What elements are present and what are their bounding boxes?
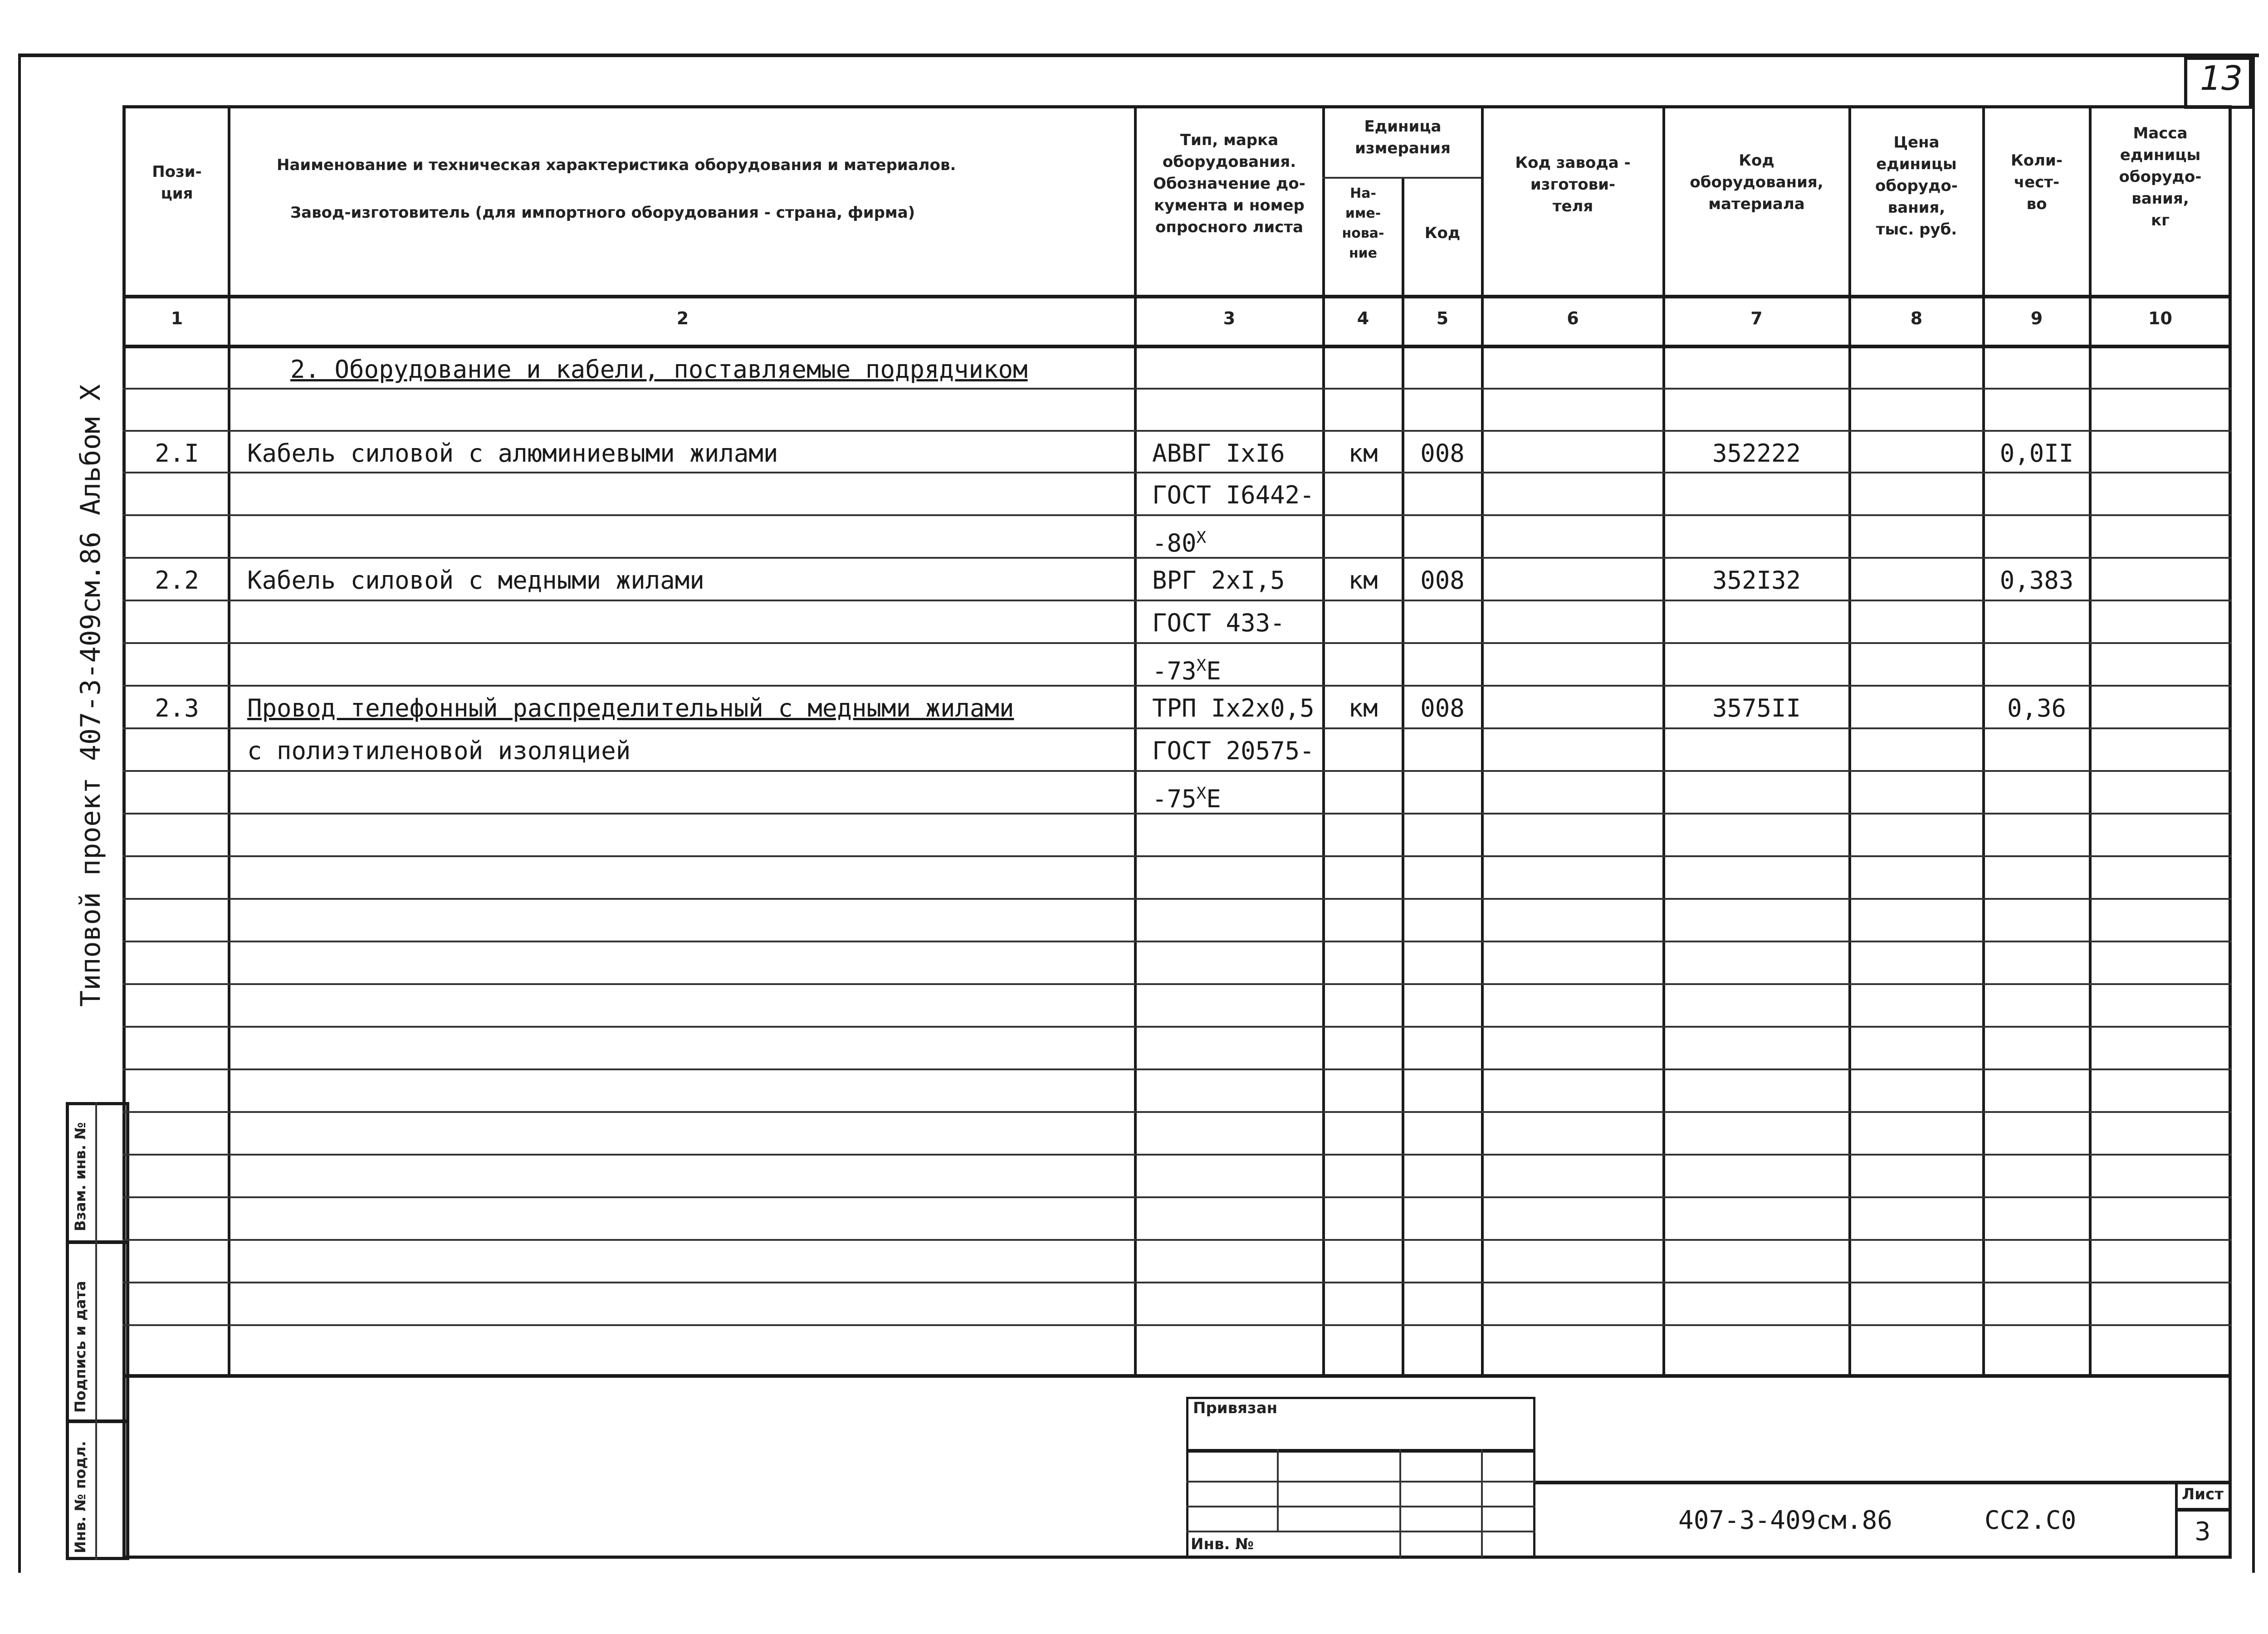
outer-frame-left xyxy=(18,54,21,1573)
column-number-1: 1 xyxy=(171,308,183,328)
row-2-position: 2.2 xyxy=(155,566,199,595)
row-2-unit-code: 008 xyxy=(1420,566,1465,595)
row-1-unit: км xyxy=(1348,439,1378,468)
row-3-unit: км xyxy=(1348,694,1378,722)
stamp-sep-1 xyxy=(66,1240,129,1244)
title-block-vline-2 xyxy=(1399,1449,1401,1558)
row-line-15 xyxy=(122,983,2232,985)
row-2-type-line2: ГОСТ 433- xyxy=(1152,609,1285,637)
row-3-equipment-code: 3575II xyxy=(1712,694,1801,722)
title-block-inv-no: Инв. № xyxy=(1191,1535,1254,1553)
header-equipment-code: Код оборудования, материала xyxy=(1690,151,1823,213)
row-1-position: 2.I xyxy=(155,439,199,468)
row-2-type-tail: Е xyxy=(1206,657,1221,685)
header-type: Тип, марка оборудования. Обозначение до- кумента и номер опросного листа xyxy=(1153,131,1305,236)
header-maker-code: Код завода - изготови- теля xyxy=(1515,154,1631,215)
row-line-16 xyxy=(122,1026,2232,1028)
row-line-03 xyxy=(122,472,2232,473)
title-block-sheet-code: СС2.С0 xyxy=(1984,1506,2077,1535)
row-1-type-line2: ГОСТ I6442- xyxy=(1152,481,1315,509)
row-3-type-base: -75 xyxy=(1152,785,1197,813)
section-title: 2. Оборудование и кабели, поставляемые подрядчиком xyxy=(290,355,1028,384)
header-quantity: Коли- чест- во xyxy=(2011,151,2063,213)
row-line-21 xyxy=(122,1239,2232,1241)
row-3-unit-code: 008 xyxy=(1420,694,1465,722)
stamp-sep-2 xyxy=(66,1419,129,1423)
column-number-8: 8 xyxy=(1910,308,1923,328)
row-2-type-line3 xyxy=(1152,652,1221,685)
stamp-label-inventory: Инв. № подл. xyxy=(72,1441,89,1553)
row-3-type-line3 xyxy=(1152,780,1221,813)
header-name-line1: Наименование и техническая характеристика оборудования и материалов. xyxy=(277,156,956,174)
row-line-13 xyxy=(122,898,2232,900)
row-1-type-line1: АВВГ IxI6 xyxy=(1152,439,1285,468)
title-block-line-c xyxy=(1186,1506,1535,1507)
row-line-18 xyxy=(122,1111,2232,1113)
row-line-17 xyxy=(122,1068,2232,1070)
row-line-02 xyxy=(122,430,2232,432)
title-block-vline-3 xyxy=(1481,1449,1483,1558)
title-block-line-b xyxy=(1186,1481,1535,1483)
row-2-equipment-code: 352I32 xyxy=(1712,566,1801,595)
row-3-type-tail: Е xyxy=(1206,785,1221,813)
row-line-09 xyxy=(122,727,2232,729)
row-1-equipment-code: 352222 xyxy=(1712,439,1801,468)
column-number-7: 7 xyxy=(1750,308,1763,328)
stamp-inner-line xyxy=(95,1102,97,1560)
column-number-2: 2 xyxy=(676,308,689,328)
row-1-type-line3 xyxy=(1152,524,1206,557)
row-line-19 xyxy=(122,1154,2232,1156)
row-3-quantity: 0,36 xyxy=(2007,694,2067,722)
row-2-unit: км xyxy=(1348,566,1378,595)
title-block-sheet-number: 3 xyxy=(2195,1517,2211,1546)
header-bottom-line xyxy=(122,295,2232,298)
row-3-name-line2: с полиэтиленовой изоляцией xyxy=(247,737,631,765)
title-block-doc-code: 407-3-409см.86 xyxy=(1678,1506,1893,1535)
stamp-label-replace: Взам. инв. № xyxy=(72,1122,89,1231)
header-unit-price: Цена единицы оборудо- вания, тыс. руб. xyxy=(1875,133,1958,239)
header-name-line2: Завод-изготовитель (для импортного оборудования - страна, фирма) xyxy=(290,204,915,222)
row-1-name: Кабель силовой с алюминиевыми жилами xyxy=(247,439,778,468)
row-line-07 xyxy=(122,642,2232,644)
header-unit-code: Код xyxy=(1424,224,1461,242)
title-block-sheet-divider xyxy=(2175,1481,2178,1558)
row-line-01 xyxy=(122,388,2232,390)
row-2-type-base: -73 xyxy=(1152,657,1197,685)
title-block-line-a xyxy=(1186,1449,1535,1453)
header-unit-name: На- име- нова- ние xyxy=(1342,185,1384,261)
stamp-label-signature: Подпись и дата xyxy=(72,1281,89,1413)
row-2-name: Кабель силовой с медными жилами xyxy=(247,566,704,595)
row-1-quantity: 0,0II xyxy=(1999,439,2074,468)
row-1-type-base: -80 xyxy=(1152,529,1197,557)
row-line-06 xyxy=(122,600,2232,601)
row-2-quantity: 0,383 xyxy=(1999,566,2074,595)
title-block-privyazan: Привязан xyxy=(1193,1399,1278,1417)
side-title: Типовой проект 407-3-409см.86 Альбом X xyxy=(75,384,107,1007)
column-number-3: 3 xyxy=(1223,308,1236,328)
title-block-line-d xyxy=(1186,1531,1535,1532)
row-2-type-sup: X xyxy=(1196,656,1207,675)
header-position: Пози- ция xyxy=(152,163,202,203)
row-line-14 xyxy=(122,941,2232,942)
column-numbers-line xyxy=(122,345,2232,348)
unit-group-line xyxy=(1322,177,1481,179)
header-unit-group: Единица измерания xyxy=(1355,117,1451,157)
row-3-type-line1: ТРП Ix2x0,5 xyxy=(1152,694,1315,722)
header-unit-mass: Масса единицы оборудо- вания, кг xyxy=(2119,124,2202,229)
title-block-privyazan-box xyxy=(1186,1397,1535,1558)
row-2-type-line1: ВРГ 2xI,5 xyxy=(1152,566,1285,595)
title-block-doc-line xyxy=(1535,1481,2232,1484)
outer-frame-right xyxy=(2252,54,2255,1573)
row-3-position: 2.3 xyxy=(155,694,199,722)
row-1-unit-code: 008 xyxy=(1420,439,1465,468)
row-1-type-sup: X xyxy=(1196,528,1207,547)
row-line-23 xyxy=(122,1324,2232,1326)
row-line-12 xyxy=(122,855,2232,857)
outer-frame-top xyxy=(18,54,2259,57)
column-number-9: 9 xyxy=(2030,308,2043,328)
column-number-4: 4 xyxy=(1357,308,1369,328)
row-line-04 xyxy=(122,514,2232,516)
page-number: 13 xyxy=(2200,59,2243,98)
row-line-20 xyxy=(122,1196,2232,1198)
row-3-name: Провод телефонный распределительный с медными жилами xyxy=(247,694,1014,722)
column-number-5: 5 xyxy=(1436,308,1449,328)
table-bottom-line xyxy=(122,1374,2232,1378)
row-line-22 xyxy=(122,1282,2232,1283)
column-number-10: 10 xyxy=(2148,308,2172,328)
row-3-type-line2: ГОСТ 20575- xyxy=(1152,737,1315,765)
row-line-10 xyxy=(122,770,2232,772)
title-block-vline-1 xyxy=(1277,1449,1279,1531)
column-number-6: 6 xyxy=(1567,308,1579,328)
title-block-sheet-label: Лист xyxy=(2182,1485,2224,1503)
row-3-type-sup: X xyxy=(1196,784,1207,803)
title-block-sheet-line xyxy=(2175,1508,2232,1512)
col-line-4 xyxy=(1402,177,1404,1375)
